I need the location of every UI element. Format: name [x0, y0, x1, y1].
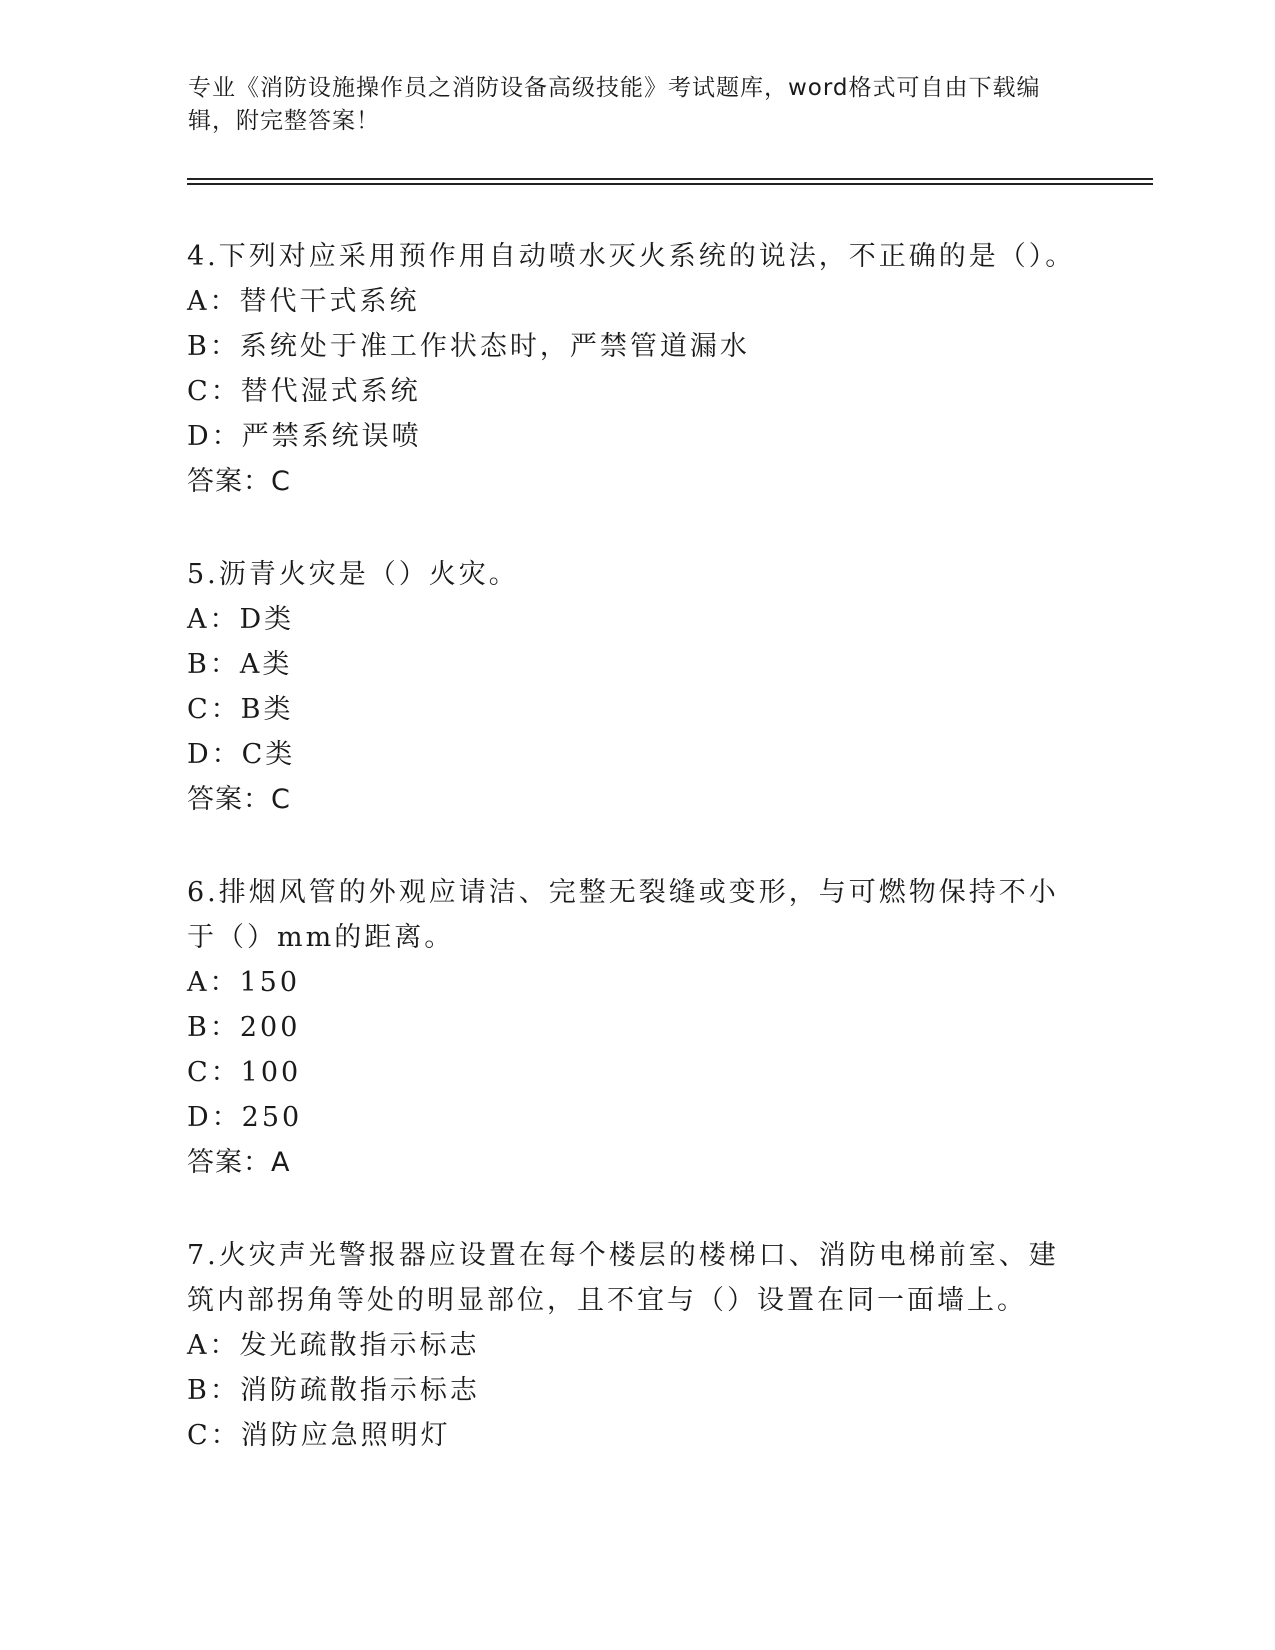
- question-4: [187, 234, 1087, 504]
- option-b: B：A类: [187, 649, 293, 680]
- question-stem: 5.沥青火灾是（）火灾。: [187, 559, 519, 590]
- question-stem: 7.火灾声光警报器应设置在每个楼层的楼梯口、消防电梯前室、建筑内部拐角等处的明显部位，且不宜与（）设置在同一面墙上。: [187, 1240, 1059, 1316]
- option-d: D：严禁系统误喷: [187, 421, 422, 452]
- option-a: A：替代干式系统: [187, 286, 420, 317]
- option-c: C：B类: [187, 694, 294, 725]
- question-stem: 4.下列对应采用预作用自动喷水灭火系统的说法，不正确的是（）。: [187, 241, 1076, 272]
- question-5: [187, 552, 1087, 822]
- option-d: D：250: [187, 1102, 303, 1133]
- option-c: C：100: [187, 1057, 302, 1088]
- answer-line: 答案：C: [187, 784, 291, 815]
- option-b: B：系统处于准工作状态时，严禁管道漏水: [187, 331, 750, 362]
- header-divider-bottom: [187, 183, 1153, 185]
- option-d: D：C类: [187, 739, 296, 770]
- option-c: C：消防应急照明灯: [187, 1420, 451, 1451]
- option-b: B：200: [187, 1012, 301, 1043]
- question-7: [187, 1233, 1087, 1458]
- question-stem: 6.排烟风管的外观应请洁、完整无裂缝或变形，与可燃物保持不小于（）mm的距离。: [187, 877, 1059, 953]
- header-divider-top: [187, 178, 1153, 180]
- option-b: B：消防疏散指示标志: [187, 1375, 480, 1406]
- option-a: A：150: [187, 967, 301, 998]
- document-header: 专业《消防设施操作员之消防设备高级技能》考试题库，word格式可自由下载编辑，附完整答案！: [188, 75, 1041, 134]
- option-a: A：D类: [187, 604, 295, 635]
- question-6: [187, 870, 1087, 1185]
- option-c: C：替代湿式系统: [187, 376, 421, 407]
- answer-line: 答案：C: [187, 466, 291, 497]
- option-a: A：发光疏散指示标志: [187, 1330, 480, 1361]
- answer-line: 答案：A: [187, 1147, 291, 1178]
